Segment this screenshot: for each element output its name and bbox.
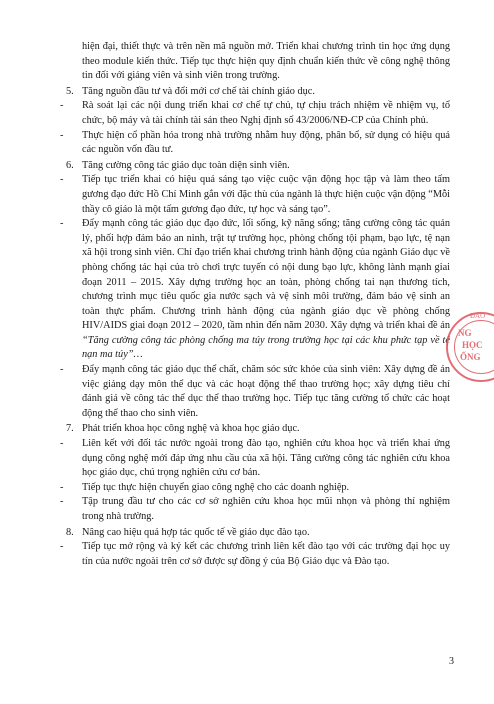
section-heading-7	[58, 422, 450, 437]
seal-text: ỐNG	[460, 352, 481, 362]
dash-marker: -	[60, 218, 64, 230]
section-number: 7.	[66, 423, 74, 435]
seal-text: HỌC	[462, 340, 483, 350]
dash-marker: -	[60, 438, 64, 450]
list-item-text: Tiếp tục thực hiện chuyển giao công nghệ cho các doanh nghiệp.	[82, 481, 350, 493]
document-body	[58, 40, 450, 569]
paragraph-continuation	[58, 40, 450, 84]
seal-text: ĐẢO	[470, 312, 486, 320]
section-heading-8	[58, 526, 450, 541]
list-item	[58, 495, 450, 524]
list-item	[58, 437, 450, 481]
text-line: dụng theo module kiến thức. Tiếp tục thực hiện quy định chuẩn kiến thức về công	[82, 41, 450, 67]
list-item	[58, 129, 450, 158]
list-item	[58, 481, 450, 496]
list-item-text: Rà soát lại các nội dung triển khai cơ chế tự chủ, tự chịu trách nhiệm về nhiệm vụ, tổ chức, bộ máy và tài chính tài sản theo Nghị định số 43/2006/NĐ-CP của Chính phủ.	[82, 100, 450, 126]
dash-marker: -	[60, 541, 64, 553]
text-line: hiện đại, thiết thực và trên nền mã nguồn mở. Triển khai chương trình tin học ứng	[82, 41, 430, 52]
section-title: Tăng nguồn đầu tư và đổi mới cơ chế tài chính giáo dục.	[82, 85, 315, 97]
list-item-text: Đẩy mạnh công tác giáo dục đạo đức, lối sống, kỹ năng sống; tăng cường công tác quản lý, phối hợp đảm bảo an ninh, trật tự trường học, phòng chống tội phạm, bạo lực, tệ nạn xã hội trong sinh viên. Chỉ đạo triển khai chương trình hành động của ngành Giáo dục về phòng chống tác hại của trò chơi trực tuyến có nội dung bạo lực, không lành mạnh giai đoạn 2011 – 2015. Xây dựng trường học an toàn, phòng chống tai nạn thương tích, chương trình mục tiêu quốc gia nước sạch và vệ sinh môi trường, đảm bảo vệ sinh an toàn thực phẩm. Chương trình hành động của ngành giáo dục về phòng chống HIV/AIDS giai đoạn 2012 – 2020, tầm nhìn đến năm 2030. Xây dựng và triển khai đề án	[82, 218, 450, 332]
list-item	[58, 217, 450, 363]
list-item-text: Tập trung đầu tư cho các cơ sở nghiên cứu khoa học mũi nhọn và phòng thí nghiệm trong nhà trường.	[82, 496, 450, 522]
section-number: 6.	[66, 159, 74, 171]
list-item-text: Đẩy mạnh công tác giáo dục thể chất, chăm sóc sức khỏe của sinh viên: Xây dựng đề án việc giảng dạy môn thể dục và các hoạt động thể thao trường học; xây dựng tiêu chí đánh giá về công tác thể dục thể thao trường học. Tiếp tục tăng cường tổ chức các hoạt động thể thao cho sinh viên.	[82, 364, 450, 419]
list-item	[58, 173, 450, 217]
list-item	[58, 363, 450, 421]
section-title: Tăng cường công tác giáo dục toàn diện sinh viên.	[82, 159, 290, 171]
section-heading-6	[58, 159, 450, 174]
dash-marker: -	[60, 100, 64, 112]
dash-marker: -	[60, 496, 64, 508]
red-seal-stamp	[446, 312, 494, 382]
dash-marker: -	[60, 129, 64, 141]
text-line: nghệ thông tin đối với giảng viên và sinh viên trong trường.	[82, 55, 450, 82]
italic-quote: “Tăng cường công tác phòng chống ma túy trong trường học tại các khu phức tạp về tệ nạn ma túy”…	[82, 334, 450, 361]
dash-marker: -	[60, 174, 64, 186]
dash-marker: -	[60, 481, 64, 493]
section-title: Nâng cao hiệu quả hợp tác quốc tế về giáo dục đào tạo.	[82, 526, 310, 538]
section-number: 5.	[66, 85, 74, 97]
list-item	[58, 540, 450, 569]
dash-marker: -	[60, 364, 64, 376]
section-heading-5	[58, 85, 450, 100]
list-item-text: Tiếp tục mở rộng và ký kết các chương trình liên kết đào tạo với các trường đại học uy tín của nước ngoài trên cơ sở được sự đồng ý của Bộ Giáo dục và Đào tạo.	[82, 541, 450, 567]
list-item	[58, 99, 450, 128]
section-number: 8.	[66, 526, 74, 538]
seal-text: NG	[458, 328, 472, 338]
list-item-text: Tiếp tục triển khai có hiệu quả sáng tạo việc cuộc vận động học tập và làm theo tấm gương đạo đức Hồ Chí Minh gắn với đặc thù của ngành là thực hiện cuộc vận động “Mỗi thầy cô giáo là một tấm gương đạo đức, tự học và sáng tạo”.	[82, 174, 450, 215]
section-title: Phát triển khoa học công nghệ và khoa học giáo dục.	[82, 423, 300, 435]
list-item-text: Thực hiện cổ phần hóa trong nhà trường nhằm huy động, phân bổ, sử dụng có hiệu quả các nguồn vốn đầu tư.	[82, 129, 450, 156]
list-item-text: Liên kết với đối tác nước ngoài trong đào tạo, nghiên cứu khoa học và triển khai ứng dụng công nghệ mới đáp ứng nhu cầu của xã hội. Tăng cường công tác nghiên cứu khoa học giáo dục, chú trọng nghiên cứu cơ bản.	[82, 438, 450, 479]
page-number: 3	[449, 656, 454, 667]
